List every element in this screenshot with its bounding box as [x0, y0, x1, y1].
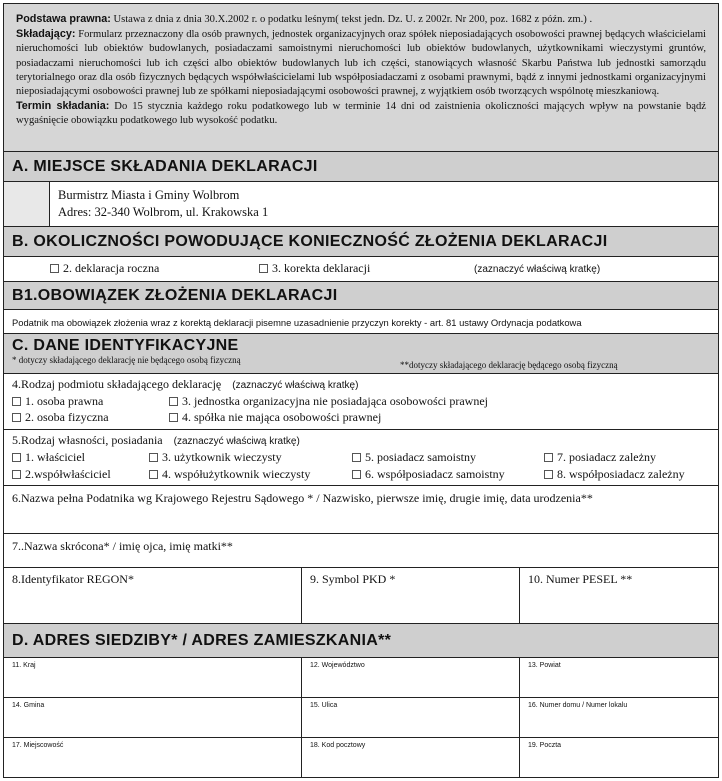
- section-d-header: [4, 623, 718, 657]
- county-label: 13. Powiat: [528, 662, 561, 669]
- ownership-type-label: 5.Rodzaj własności, posiadania (zaznaczyć właściwą kratkę): [12, 433, 300, 447]
- checkbox[interactable]: [12, 453, 21, 462]
- checkbox[interactable]: [544, 470, 553, 479]
- checkbox[interactable]: [544, 453, 553, 462]
- commune-label: 14. Gmina: [12, 702, 45, 709]
- section-d-title: D. ADRES SIEDZIBY* / ADRES ZAMIESZKANIA**: [12, 632, 392, 649]
- section-a-header: [4, 151, 718, 181]
- postal-code-label: 18. Kod pocztowy: [310, 742, 366, 749]
- voivodeship-label: 12. Województwo: [310, 662, 365, 669]
- basis-text: Ustawa z dnia z dnia 30.X.2002 r. o podatku leśnym( tekst jedn. Dz. U. z 2002r. Nr 200, poz. 1682 z późn. zm.) .: [113, 14, 593, 25]
- partnership-option[interactable]: 4. spółka nie mająca osobowości prawnej: [169, 410, 381, 425]
- section-b-title: B. OKOLICZNOŚCI POWODUJĄCE KONIECZNOŚĆ ZŁOŻENIA DEKLARACJI: [12, 233, 608, 250]
- pkd-label: 9. Symbol PKD *: [310, 572, 396, 586]
- section-a-body: [4, 181, 718, 226]
- office-name: Burmistrz Miasta i Gminy Wolbrom: [58, 188, 240, 202]
- commune-field[interactable]: [4, 698, 302, 737]
- section-b-body: [4, 256, 718, 281]
- ownership-type-field: [4, 429, 718, 485]
- post-office-label: 19. Poczta: [528, 742, 562, 749]
- house-number-field[interactable]: [520, 698, 718, 737]
- checkbox[interactable]: [352, 453, 361, 462]
- org-unit-option[interactable]: 3. jednostka organizacyjna nie posiadająca osobowości prawnej: [169, 394, 488, 409]
- office-address: [49, 182, 718, 226]
- annual-declaration-option[interactable]: 2. deklaracja roczna: [50, 261, 159, 276]
- street-label: 15. Ulica: [310, 702, 338, 709]
- address-row-3: [4, 737, 718, 777]
- section-a-title: A. MIEJSCE SKŁADANIA DEKLARACJI: [12, 158, 318, 175]
- checkbox[interactable]: [169, 397, 178, 406]
- deadline-label: Termin składania:: [16, 100, 110, 113]
- check-box-hint: (zaznaczyć właściwą kratkę): [474, 264, 601, 275]
- legal-person-option[interactable]: 1. osoba prawna: [12, 394, 103, 409]
- checkbox[interactable]: [149, 470, 158, 479]
- checkbox[interactable]: [149, 453, 158, 462]
- entity-type-label: 4.Rodzaj podmiotu składającego deklarację (zaznaczyć właściwą kratkę): [12, 377, 359, 391]
- checkbox[interactable]: [12, 470, 21, 479]
- co-owner-option[interactable]: 2.współwłaściciel: [12, 467, 111, 482]
- pesel-field[interactable]: [520, 568, 718, 623]
- checkbox[interactable]: [12, 413, 21, 422]
- basis-label: Podstawa prawna:: [16, 13, 111, 25]
- co-dependent-holder-option[interactable]: 8. współposiadacz zależny: [544, 467, 685, 482]
- section-c-header: [4, 333, 718, 373]
- full-name-field[interactable]: [4, 485, 718, 533]
- submitter-label: Składający:: [16, 28, 76, 41]
- city-field[interactable]: [4, 738, 302, 778]
- entity-type-hint: (zaznaczyć właściwą kratkę): [232, 380, 359, 391]
- city-label: 17. Miejscowość: [12, 742, 64, 749]
- pkd-field[interactable]: [302, 568, 520, 623]
- checkbox[interactable]: [50, 264, 59, 273]
- regon-field[interactable]: [4, 568, 302, 623]
- street-field[interactable]: [302, 698, 520, 737]
- co-independent-holder-option[interactable]: 6. współposiadacz samoistny: [352, 467, 505, 482]
- entity-type-field: [4, 373, 718, 429]
- checkbox[interactable]: [352, 470, 361, 479]
- independent-holder-option[interactable]: 5. posiadacz samoistny: [352, 450, 476, 465]
- ownership-type-hint: (zaznaczyć właściwą kratkę): [173, 436, 300, 447]
- county-field[interactable]: [520, 658, 718, 697]
- natural-person-note: **dotyczy składającego deklarację będącego osobą fizyczną: [400, 360, 618, 370]
- legal-person-note: * dotyczy składającego deklarację nie będącego osobą fizyczną: [12, 355, 241, 365]
- section-b1-body: [4, 309, 718, 333]
- correction-obligation-text: Podatnik ma obowiązek złożenia wraz z korektą deklaracji pisemne uzasadnienie przyczyn korekty - art. 81 ustawy Ordynacja podatkowa: [12, 317, 582, 328]
- dependent-holder-option[interactable]: 7. posiadacz zależny: [544, 450, 656, 465]
- legal-basis-block: [4, 4, 718, 151]
- co-perpetual-user-option[interactable]: 4. współużytkownik wieczysty: [149, 467, 310, 482]
- section-b-header: [4, 226, 718, 256]
- country-field[interactable]: [4, 658, 302, 697]
- short-name-field[interactable]: [4, 533, 718, 567]
- office-street: Adres: 32-340 Wolbrom, ul. Krakowska 1: [58, 205, 269, 219]
- owner-option[interactable]: 1. właściciel: [12, 450, 85, 465]
- perpetual-user-option[interactable]: 3. użytkownik wieczysty: [149, 450, 282, 465]
- deadline-text: Do 15 stycznia każdego roku podatkowego lub w terminie 14 dni od zaistnienia okoliczności mających wpływ na powstanie bądź wygaśnięcie obowiązku podatkowego lub wysokość podatku.: [16, 101, 707, 127]
- house-number-label: 16. Numer domu / Numer lokalu: [528, 702, 628, 709]
- section-c-title: C. DANE IDENTYFIKACYJNE: [12, 337, 239, 354]
- short-name-label: 7..Nazwa skrócona* / imię ojca, imię matki**: [12, 539, 233, 553]
- checkbox[interactable]: [169, 413, 178, 422]
- voivodeship-field[interactable]: [302, 658, 520, 697]
- country-label: 11. Kraj: [12, 662, 36, 669]
- checkbox[interactable]: [12, 397, 21, 406]
- identifiers-row: [4, 567, 718, 623]
- correction-option[interactable]: 3. korekta deklaracji: [259, 261, 370, 276]
- submitter-text: Formularz przeznaczony dla osób prawnych, jednostek organizacyjnych oraz spółek nieposiadających osobowości prawnej będących właścicielami nieruchomości lub obiektów budowlanych, posiadaczami samoistnymi nieruchomości lub obiektów budowlanych, użytkownikami wieczystymi gruntów, posiadaczami nieruchomości lub ich części albo obiektów budowlanych lub ich części, stanowiących własność Skarbu Państwa lub jednostki samorządu terytorialnego oraz dla osób fizycznych będących współwłaścicielami lub współposiadaczami z osobami prawnymi, bądź z innymi jednostkami organizacyjnymi nieposiadającymi osobowości prawnej lub ze spółkami nieposiadającymi osobowości prawnej, z wyjątkiem osób tworzących wspólnotę mieszkaniową.: [16, 29, 707, 98]
- regon-label: 8.Identyfikator REGON*: [12, 572, 134, 586]
- section-b1-title: B1.OBOWIĄZEK ZŁOŻENIA DEKLARACJI: [12, 287, 338, 304]
- checkbox[interactable]: [259, 264, 268, 273]
- post-office-field[interactable]: [520, 738, 718, 778]
- postal-code-field[interactable]: [302, 738, 520, 778]
- natural-person-option[interactable]: 2. osoba fizyczna: [12, 410, 109, 425]
- section-b1-header: [4, 281, 718, 309]
- address-row-1: [4, 657, 718, 697]
- full-name-label: 6.Nazwa pełna Podatnika wg Krajowego Rejestru Sądowego * / Nazwisko, pierwsze imię, drugie imię, data urodzenia**: [12, 491, 593, 505]
- pesel-label: 10. Numer PESEL **: [528, 572, 633, 586]
- address-row-2: [4, 697, 718, 737]
